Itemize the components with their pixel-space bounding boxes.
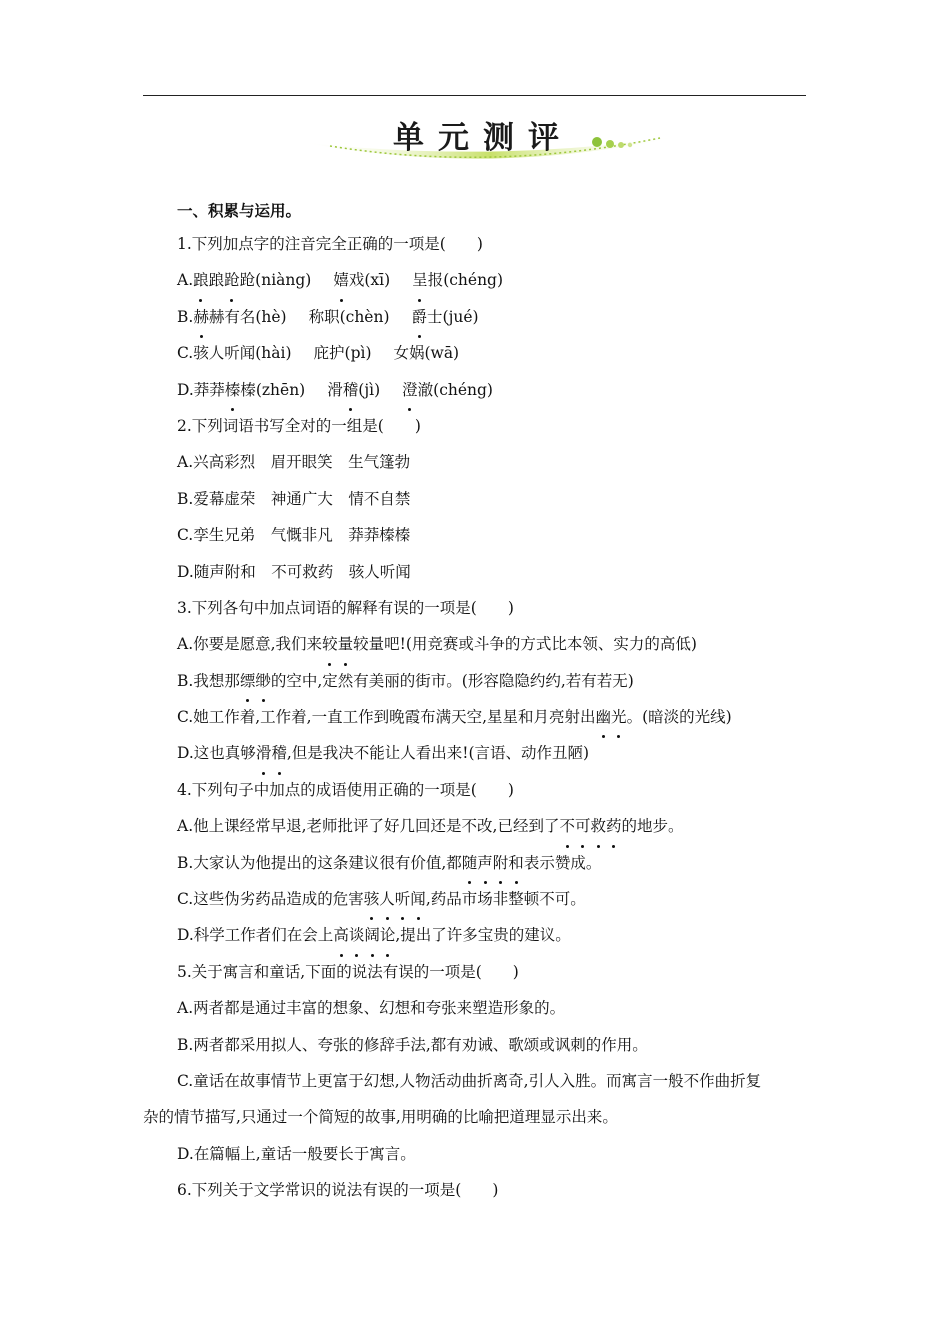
q5-stem: 5.关于寓言和童话,下面的说法有误的一项是( )	[177, 962, 519, 981]
q1-option-c: C.骇人听闻(hài) 庇护(pì) 女娲(wā)	[177, 344, 460, 363]
q3-option-d: D.这也真够滑稽,但是我决不能让人看出来!(言语、动作丑陋)	[143, 735, 806, 771]
q5-option-c-line2: 杂的情节描写,只通过一个简短的故事,用明确的比喻把道理显示出来。	[143, 1108, 618, 1127]
unit-banner	[290, 100, 690, 170]
q2-stem: 2.下列词语书写全对的一组是( )	[177, 416, 421, 435]
question-content	[143, 196, 806, 1209]
q6-stem: 6.下列关于文学常识的说法有误的一项是( )	[177, 1181, 499, 1200]
q2-option-a: A.兴高彩烈 眉开眼笑 生气篷勃	[177, 453, 411, 472]
q2-option-c: C.孪生兄弟 气慨非凡 莽莽榛榛	[177, 526, 411, 545]
q4-option-b: B.大家认为他提出的这条建议很有价值,都随声附和表示赞成。	[143, 845, 806, 881]
section-heading: 一、积累与运用。	[177, 201, 302, 220]
banner-title: 单元测评	[393, 120, 573, 156]
q2-option-d: D.随声附和 不可救药 骇人听闻	[177, 562, 411, 581]
q4-option-d: D.科学工作者们在会上高谈阔论,提出了许多宝贵的建议。	[143, 917, 806, 953]
q3-option-b: B.我想那缥缈的空中,定然有美丽的街市。(形容隐隐约约,若有若无)	[143, 663, 806, 699]
q1-option-d: D.莽莽榛榛(zhēn) 滑稽(jì) 澄澈(chéng)	[143, 372, 806, 408]
header-rule	[143, 95, 806, 96]
q4-option-c: C.这些伪劣药品造成的危害骇人听闻,药品市场非整顿不可。	[143, 881, 806, 917]
q5-option-d: D.在篇幅上,童话一般要长于寓言。	[177, 1144, 416, 1163]
q3-option-a: A.你要是愿意,我们来较量较量吧!(用竞赛或斗争的方式比本领、实力的高低)	[143, 626, 806, 662]
q4-stem: 4.下列句子中加点的成语使用正确的一项是( )	[177, 780, 514, 799]
q5-option-b: B.两者都采用拟人、夸张的修辞手法,都有劝诫、歌颂或讽刺的作用。	[177, 1035, 648, 1054]
q5-option-c-line1: C.童话在故事情节上更富于幻想,人物活动曲折离奇,引人入胜。而寓言一般不作曲折复	[177, 1071, 762, 1090]
q1-option-b: B.赫赫有名(hè) 称职(chèn) 爵士(jué)	[143, 299, 806, 335]
q3-option-c: C.她工作着,工作着,一直工作到晚霞布满天空,星星和月亮射出幽光。(暗淡的光线)	[143, 699, 806, 735]
q1-option-a: A.踉踉跄跄(niàng) 嬉戏(xī) 呈报(chéng)	[143, 262, 806, 298]
q3-stem: 3.下列各句中加点词语的解释有误的一项是( )	[177, 598, 514, 617]
q1-stem: 1.下列加点字的注音完全正确的一项是( )	[177, 235, 483, 253]
q2-option-b: B.爱幕虚荣 神通广大 情不自禁	[177, 489, 411, 508]
q5-option-a: A.两者都是通过丰富的想象、幻想和夸张来塑造形象的。	[177, 999, 566, 1018]
q4-option-a: A.他上课经常早退,老师批评了好几回还是不改,已经到了不可救药的地步。	[143, 808, 806, 844]
